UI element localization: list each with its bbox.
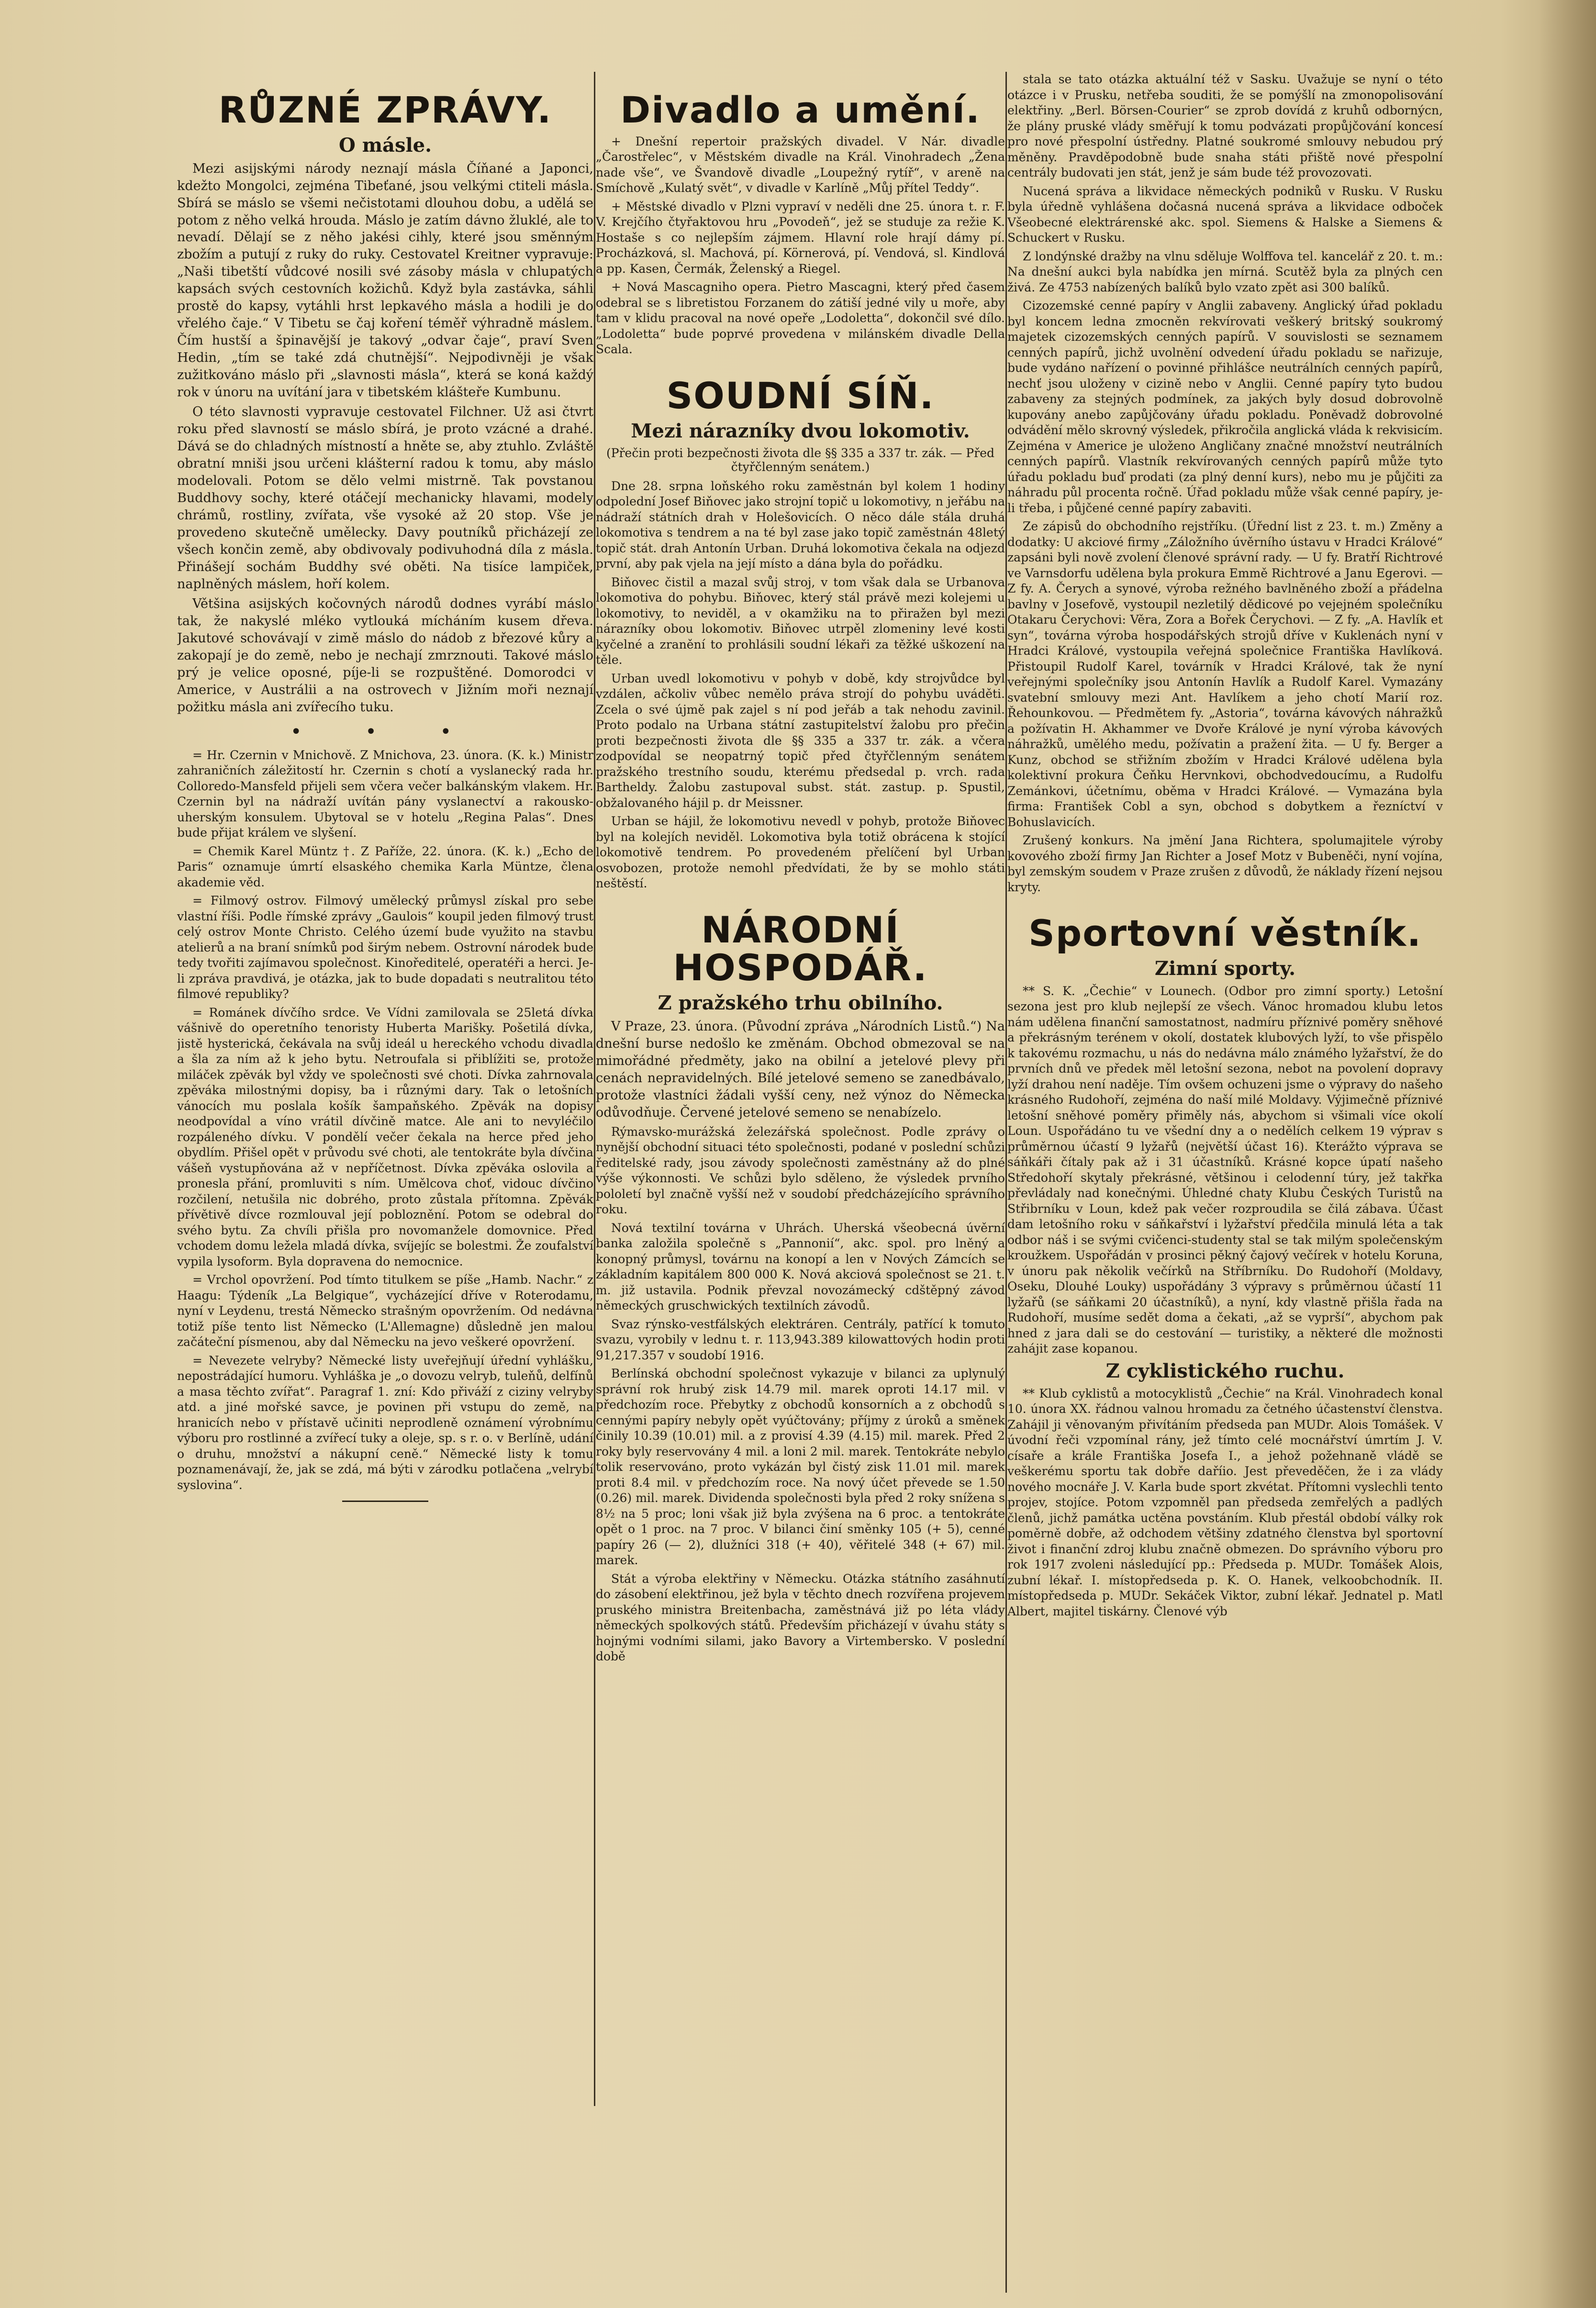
article-title: Z cyklistického ruchu. [1105, 1359, 1345, 1382]
news-item: = Chemik Karel Müntz †. Z Paříže, 22. února. (K. k.) „Echo de Paris“ oznamuje úmrtí elsaského chemika Karla Müntze, člena akademie věd. [177, 844, 593, 889]
separator-dots: • • • [290, 720, 480, 743]
article-subtitle: (Přečin proti bezpečnosti života dle §§ 335 a 337 tr. zák. — Před čtyřčlenným senátem.) [606, 446, 994, 474]
article-paragraph: ** Klub cyklistů a motocyklistů „Čechie“ na Král. Vinohradech konal 10. února XX. řádnou valnou hromadu za četného účastenství členstva. Zahájil ji věnovaným přivítáním předseda pan MUDr. Alois Tomášek. V úvodní řeči vzpomínal rány, jež tímto celé mocnářství úmrtím J. V. císaře a krále Františka Josefa I., a jehož požehnaně vládě se veškerému sportu tak dobře daříio. Jest převeděčen, že i za vlády nového mocnáře J. V. Karla bude sport zkvétat. Přítomni vyslechli tento projev, stojíce. Potom vzpomněl pan předseda zemřelých a padlých členů, jichž památka uctěna povstáním. Klub přestál období války rok poměrně dobře, až odchodem většiny zdatného členstva byl sportovní život i finanční zdroj klubu značně obmezen. Do správního výboru pro rok 1917 zvoleni následující pp.: Předseda p. MUDr. Tomášek Alois, zubní lékař. I. místopředseda p. K. O. Hanek, velkoobchodník. II. místopředseda p. MUDr. Sekáček Viktor, zubní lékař. Jednatel p. Matl Albert, majitel tiskárny. Členové výb [1007, 1386, 1443, 1618]
article-title: O másle. [338, 134, 432, 157]
news-item: + Dnešní repertoir pražských divadel. V Nár. divadle „Čarostřelec“, v Městském divadle na Král. Vinohradech „Žena nade vše“, ve Švandově divadle „Loupežný rytíř“, v areně na Smíchově „Kulatý svět“, v divadle v Karlíně „Můj přítel Teddy“. [596, 134, 1005, 195]
news-item: Rýmavsko-murážská železářská společnost. Podle zprávy o nynější obchodní situaci této společnosti, podané v poslední schůzi ředitelské rady, jsou závody společnosti zaměstnány až do plné výše výkonnosti. Ve schůzi bylo sděleno, že výsledek prvního pololetí byl značně vyšší než v soudobí předcházejícího správního roku. [596, 1124, 1005, 1217]
article-paragraph: Většina asijských kočovných národů dodnes vyrábí máslo tak, že nakyslé mléko vytlouká mícháním kusem dřeva. Jakutové schovávají v zimě máslo do nádob z březové kůry a zakopají je do země, nebo je nechají zmrznouti. Takové máslo prý je velice oposné, píje-li se rozpuštěné. Domorodci v Americe, v Austrálii a na ostrovech v Jižním moři neznají požitku másla ani zvířecího tuku. [177, 596, 593, 715]
section-heading-divadlo: Divadlo a umění. [620, 89, 981, 131]
article-paragraph: Mezi asijskými národy neznají másla Číňané a Japonci, kdežto Mongolci, zejména Tibeťané, jsou velkými ctiteli másla. Sbírá se máslo se všemi nečistotami dlouhou dobu, a udělá se potom z něho velká hrouda. Máslo je zatím dávno žluklé, ale to nevadí. Dělají se z něho jakési cihly, které jsou směnným zbožím a putují z ruky do ruky. Cestovatel Kreitner vypravuje: „Naši tibetští vůdcové nosili své zásoby másla v chlupatých kapsách svých cestovních kožichů. Když byla zastávka, sáhli prostě do kapsy, vytáhli hrst lepkavého másla a hodili je do vřelého čaje.“ V Tibetu se čaj koření téměř výhradně máslem. Čím hustší a špinavější je takový „odvar čaje“, praví Sven Hedin, „tím se také zdá chutnější“. Nejpodivněji je však zužitkováno máslo při „slavnosti másla“, která se koná každý rok v únoru na uvítání jara v tibetském klášteře Kumbunu. [177, 161, 593, 400]
news-item: + Městské divadlo v Plzni vypraví v neděli dne 25. února t. r. F. V. Krejčího čtyřaktovou hru „Povodeň“, jež se studuje za režie K. Hostaše s co nejlepším zájmem. Hlavní role hrají dámy pí. Procházková, sl. Machová, pí. Körnerová, pí. Vendová, sl. Kindlová a pp. Kasen, Čermák, Želenský a Riegel. [596, 199, 1005, 276]
column-3 [1007, 72, 1443, 2293]
article-paragraph: ** S. K. „Čechie“ v Lounech. (Odbor pro zimní sporty.) Letošní sezona jest pro klub nejlepší ze všech. Vánoc hromadou klubu letos nám udělena finanční samostatnost, nadmíru příznivé poměry sněhové a překrásným terénem v okolí, dostatek klubových lyží, to vše přispělo k takovému rozmachu, u nás do nedávna málo známého lyžařství, že do prvních dnů ve předek měl letošní sezona, nebot na povolení dopravy lyží drahou není naděje. Tím ovšem ochuzeni jsme o výpravy do našeho krásného Rudohoří, zejména do naší milé Moldavy. Výjimečně příznivé letošní sněhové poměry přiměly nás, abychom si všimali více okolí Loun. Uspořádáno tu ve všední dny a o nedělích celkem 19 výprav s průměrnou účastí 9 lyžařů (největší účast 16). Kterážto výprava se sáňkáři čítaly pak až i 31 účastníků. Krásné kopce úpatí našeho Středohoří skytaly překrásné, většinou i celodenní túry, jež takřka převládaly nad konečnými. Úhledné chaty Klubu Českých Turistů na Střibrníku v Loun, kdež pak večer rozproudila se čilá zábava. Účast dam letošního roku v sáňkařství i lyžařství předčila minulá léta a tak odbor náš i se svými cvičenci-studenty stal se tak milým společenským kroužkem. Uspořádán v prosinci pěkný čajový večírek v hotelu Koruna, v únoru pak několik večírků na Stříbrníku. Do Rudohoří (Moldavy, Oseku, Dlouhé Louky) uspořádány 3 výpravy s průměrnou účastí 11 lyžařů (se sáňkami 20 účastníků), a nyní, kdy vlastně přišla řada na Rudohoří, musíme sedět doma a čekati, „až se vyprší“, abychom pak hned z jara dali se do cestování — turistiky, a některé dle možnosti zahájit zase kopanou. [1007, 984, 1443, 1356]
news-item: Cizozemské cenné papíry v Anglii zabaveny. Anglický úřad pokladu byl koncem ledna zmocněn rekvírovati veškerý britský soukromý majetek cizozemských cenných papírů. V souvislosti se seznamem cenných papírů, jichž uvolnění odvedení úřadu pokladu se nařizuje, bude vydáno nařízení o povinné přihlášce neutrálních cenných papírů, nechť jsou uloženy v cizině nebo v Anglii. Cenné papíry tyto budou zabaveny za stejných podmínek, za jakých byly dosud dobrovolně kupovány anebo zapůjčovány úřadu pokladu. Poněvadž dobrovolné odvádění mělo skrovný výsledek, přikročila anglická vláda k rekvisicím. Zejména v Americe je uloženo Angličany značné množství neutrálních cenných papírů. Vlastník rekvírovaných cenných papírů může tyto úřadu pokladu buď prodati (za plný denní kurs), nebo mu je půjčiti za náhradu půl procenta ročně. Úřad pokladu může však cenné papíry, je-li třeba, i půjčené cenné papíry zabaviti. [1007, 299, 1443, 515]
news-item: Svaz rýnsko-vestfálských elektráren. Centrály, patřící k tomuto svazu, vyrobily v lednu t. r. 113,943.389 kilowattových hodin proti 91,217.357 v soudobí 1916. [596, 1317, 1005, 1362]
section-heading-ruzne-zpravy: RŮZNÉ ZPRÁVY. [218, 89, 552, 131]
section-heading-sportovni-vestnik: Sportovní věstník. [1028, 912, 1422, 954]
news-item: + Nová Mascagniho opera. Pietro Mascagni, který před časem odebral se s libretistou Forzanem do zátiší jedné vily u moře, aby tam v klidu pracoval na nové opeře „Lodoletta“, dokončil své dílo. „Lodoletta“ bude poprvé provedena v milánském divadle Della Scala. [596, 280, 1005, 357]
news-item: = Nevezete velryby? Německé listy uveřejňují úřední vyhlášku, nepostrádající humoru. Vyhláška je „o dovozu velryb, tuleňů, delfínů a masa těchto zvířat“. Paragraf 1. zní: Kdo přiváží z ciziny velryby atd. a jiné mořské savce, je povinen při vstupu do země, na hranicích nebo v přístavě učiniti neprodleně oznámení výrobnímu výboru pro rostlinné a zvířecí tuky a oleje, sp. s r. o. v Berlíně, udání o druhu, množství a nákupní ceně.“ Německé listy k tomu poznamenávají, že, jak se zdá, má býti v zárodku potlačena „velrybí syslovina“. [177, 1353, 593, 1492]
section-heading-soudni-sin: SOUDNÍ SÍŇ. [666, 374, 935, 417]
news-item: Z londýnské dražby na vlnu sděluje Wolffova tel. kancelář z 20. t. m.: Na dnešní aukci byla nabídka jen mírná. Scutěž byla za plných cen živá. Ze 4753 nabízených balíků bylo vzato zpět asi 300 balíků. [1007, 249, 1443, 294]
news-item: = Vrchol opovržení. Pod tímto titulkem se píše „Hamb. Nachr.“ z Haagu: Týdeník „La Belgique“, vycházející dříve v Roterodamu, nyní v Leydenu, trestá Německo strašným opovržením. Od nedávna totiž píše tento list Německo (L'Allemagne) důsledně jen malou začáteční písmenou, aby dal Německu na jevo veškeré opovržení. [177, 1273, 593, 1349]
news-item: Nová textilní továrna v Uhrách. Uherská všeobecná úvěrní banka založila společně s „Pannonií“, akc. spol. pro lněný a konopný průmysl, továrnu na konopí a len v Nových Zámcích se základním kapitálem 800 000 K. Nová akciová společnost se 21. t. m. již ustavila. Podnik převzal novozámecký cdštěpný závod německých gruschwických textilních závodů. [596, 1221, 1005, 1313]
column-2 [596, 72, 1005, 2293]
page-edge-shadow [1539, 0, 1596, 2308]
column-rule [594, 72, 595, 2106]
news-item: = Románek dívčího srdce. Ve Vídni zamilovala se 25letá dívka vášnivě do operetního tenoristy Huberta Marišky. Pošetilá dívka, jistě hysterická, čekávala na svůj ideál u hereckého vchodu divadla a šla za ním až k jeho bytu. Netroufala si přiblížiti se, protože miláček zpěvák byl vždy ve společnosti své choti. Dívka zahrnovala zpěváka milostnými dopisy, ba i různými dary. Tak o letošních vánocích mu poslala košík šampaňského. Zpěvák na dopisy neodpovídal a víno vrátil dívčině matce. Ale ani to nevyléčilo rozpáleného dívku. V pondělí večer čekala na herce před jeho obydlím. Přišel opět v průvodu své choti, ale tentokráte byla dívčina vášeň vystupňována až v nepříčetnost. Dívka zpěváka oslovila a pronesla přání, promluviti s ním. Umělcova choť, vidouc dívčino rozčilení, netušila nic dobrého, proto zůstala přítomna. Zpěvák přívětivě dívce rozmlouval její pobloznění. Potom se odebral do svého bytu. Za chvíli přišla pro novomanžele domovnice. Před vchodem domu ležela mladá dívka, svíjejíc se bolestmi. Že zoufalství vypila lysoform. Byla dopravena do nemocnice. [177, 1005, 593, 1268]
column-1 [177, 72, 593, 2106]
article-title: Z pražského trhu obilního. [658, 992, 943, 1015]
article-paragraph: Biňovec čistil a mazal svůj stroj, v tom však dala se Urbanova lokomotiva do pohybu. Biňovec, který stál právě mezi kolejemi u lokomotivy, to neviděl, a v okamžiku na to přiražen byl mezi nárazníky obou lokomotiv. Biňovec utrpěl zlomeniny levé kosti kyčelné a zranění to prohlásili soudní lékaři za těžké uškození na těle. [596, 575, 1005, 667]
news-item: = Hr. Czernin v Mnichově. Z Mnichova, 23. února. (K. k.) Ministr zahraničních záležitostí hr. Czernin s chotí a vyslanecký rada hr. Colloredo-Mansfeld přijeli sem včera večer balkánským vlakem. Hr. Czernin byl na nádraží uvítán pány vyslanectví a rakousko-uherským konsulem. Ubytoval se v hotelu „Regina Palas“. Dnes bude přijat králem ve slyšení. [177, 748, 593, 840]
end-rule [342, 1501, 428, 1502]
section-heading-narodni-hospodar: NÁRODNÍ HOSPODÁŘ. [673, 908, 928, 989]
column-rule [1005, 72, 1007, 2293]
news-item: Zrušený konkurs. Na jmění Jana Richtera, spolumajitele výroby kovového zboží firmy Jan Richter a Josef Motz v Bubeněči, nyní vojína, byl zemským soudem v Praze zrušen z důvodů, že náklady řízení nejsou kryty. [1007, 833, 1443, 894]
article-paragraph: V Praze, 23. února. (Původní zpráva „Národních Listů.“) Na dnešní burse nedošlo ke změnám. Obchod obmezoval se na mimořádné předměty, jako na obilní a jetelové plevy při cenách nepravidelných. Bílé jetelové semeno se zanedbávalo, protože vlastníci žádali vyšší ceny, než výnoz do Německa odůvodňuje. Červené jetelové semeno se nenabízelo. [596, 1019, 1005, 1120]
article-paragraph: Urban se hájil, že lokomotivu nevedl v pohyb, protože Biňovec byl na kolejích neviděl. Lokomotiva byla totiž obrácena k stojící lokomotivě tendrem. Po provedeném přelíčení byl Urban osvobozen, protože nemohl předvídati, že by se mohlo státi neštěstí. [596, 814, 1005, 891]
news-item: = Filmový ostrov. Filmový umělecký průmysl získal pro sebe vlastní říši. Podle římské zprávy „Gaulois“ koupil jeden filmový trust celý ostrov Monte Christo. Celého území bude využito na stavbu atelierů a na braní snímků pod širým nebem. Ostrovní národek bude tedy tvořiti zajímavou společnost. Kinoředitelé, operatéři a herci. Je-li zpráva pravdivá, je otázka, jak to bude dopadati s neutralitou této filmové republiky? [177, 894, 593, 1001]
article-paragraph: Urban uvedl lokomotivu v pohyb v době, kdy strojvůdce byl vzdálen, ačkoliv vůbec nemělo práva strojí do pohybu uváděti. Zcela o své újmě pak zajel s ní pod jeřáb a tak nehodu zavinil. Proto podalo na Urbana státní zastupitelství žalobu pro přečin proti bezpečnosti života dle §§ 335 a 337 tr. zák. a včera zodpovídal se neopatrný topič před čtyřčlenným senátem pražského trestního soudu, kterému předsedal p. vrch. rada Bartheldy. Žalobu zastupoval subst. stát. zastup. p. Spustil, obžalovaného hájil p. dr Meissner. [596, 671, 1005, 810]
article-title: Zimní sporty. [1154, 957, 1296, 980]
news-item: Berlínská obchodní společnost vykazuje v bilanci za uplynulý správní rok hrubý zisk 14.79 mil. marek oproti 14.17 mil. v předchozím roce. Přebytky z obchodů konsorních a z obchodů s cennými papíry nebyly opět vyúčtovány; příjmy z úroků a směnek činily 10.39 (10.01) mil. a z provisí 4.39 (4.15) mil. marek. Před 2 roky byly reservovány 4 mil. a loni 2 mil. marek. Tentokráte nebylo tolik reservováno, proto vykázán byl čistý zisk 11.01 mil. marek proti 8.4 mil. v předchozím roce. Na nový účet převede se 1.50 (0.26) mil. marek. Dividenda společnosti byla před 2 roky snížena s 8½ na 5 proc; loni však již byla zvýšena na 6 proc. a tentokráte opět o 1 proc. na 7 proc. V bilanci činí směnky 105 (+ 5), cenné papíry 26 (— 2), dlužníci 318 (+ 40), věřitelé 348 (+ 67) mil. marek. [596, 1367, 1005, 1568]
news-item: Ze zápisů do obchodního rejstříku. (Úřední list z 23. t. m.) Změny a dodatky: U akciové firmy „Záložního úvěrního ústavu v Hradci Králové“ zapsáni byli nově zvolení členové správní rady. — U fy. Bratří Richtrové ve Varnsdorfu udělena byla prokura Emmě Richtrové a Janu Egerovi. — Z fy. A. Čerych a synové, výroba režného bavlněného zboží a přádelna bavlny v Josefově, vystoupil nezletilý dědicové po vejejném společníku Otakaru Čerychovi: Věra, Zora a Bořek Čerychovi. — Z fy. „A. Havlík et syn“, továrna výroba hospodářských strojů dříve v Kuklenách nyní v Hradci Králové, vystoupila veřejná společnice Františka Havlíková. Přistoupil Rudolf Karel, továrník v Hradci Králové, tak že nyní veřejnými společníky jsou Antonín Havlík a Rudolf Karel. Vymazány svatební smlouvy mezi Ant. Havlíkem a jeho chotí Marií roz. Řehounkovou. — Předmětem fy. „Astoria“, továrna kávových náhražků a požívatin H. Akhammer ve Dvoře Králové je nyní výroba kávových náhražků, umělého medu, požívatin a pražení žita. — U fy. Berger a Kunz, obchod se střižním zbožím v Hradci Králové udělena byla kolektivní prokura Čeňku Hervnkovi, obchodvedoucímu, a Rudolfu Zemánkovi, účetnímu, oběma v Hradci Králové. — Vymazána byla firma: František Cobl a syn, obchod s dobytkem a řezníctví v Bohuslavicích. [1007, 519, 1443, 829]
article-paragraph: Dne 28. srpna loňského roku zaměstnán byl kolem 1 hodiny odpolední Josef Biňovec jako strojní topič u lokomotivy, n jeřábu na nádraží státních drah v Holešovicích. O něco dále stála druhá lokomotiva s tendrem a na té byl zase jako topič zaměstnán 48letý topič stát. drah Antonín Urban. Druhá lokomotiva čekala na odjezd první, aby pak vjela na její místo a dána byla do pořádku. [596, 479, 1005, 571]
news-item: stala se tato otázka aktuální též v Sasku. Uvažuje se nyní o této otázce i v Prusku, netřeba souditi, že se pomýšlí na zmonopolisování elektřiny. „Berl. Börsen-Courier“ se zprob dovídá z kruhů odbornýcn, že plány pruské vlády směřují k tomu podvázati propůjčování koncesí pro nové přespolní ústředny. Platné soukromé smlouvy nebudou prý měněny. Pravděpodobně bude snaha státi přiště nové přespolní centrály budovati jen stát, jenž je sám bude též provozovati. [1007, 72, 1443, 179]
news-item: Stát a výroba elektřiny v Německu. Otázka státního zasáhnutí do zásobení elektřinou, jež byla v těchto dnech rozvířena projevem pruského ministra Breitenbacha, zaměstnává již po léta vlády německých spolkových států. Především přicházejí v úvahu státy s hojnými vodními silami, jako Bavory a Virtembersko. V poslední době [596, 1571, 1005, 1664]
article-title: Mezi nárazníky dvou lokomotiv. [631, 419, 970, 442]
news-item: Nucená správa a likvidace německých podniků v Rusku. V Rusku byla úředně vyhlášena dočasná nucená správa a likvidace odboček Všeobecné elektrárenské akc. spol. Siemens & Halske a Siemens & Schuckert v Rusku. [1007, 184, 1443, 245]
article-paragraph: O této slavnosti vypravuje cestovatel Filchner. Už asi čtvrt roku před slavností se máslo sbírá, je proto vzácné a drahé. Dává se do chladných místností a hněte se, aby ztuhlo. Zvláště obratní mniši jsou určeni klášterní radou k tomu, aby máslo modelovali. Potom se dělo velmi mistrně. Tak povstanou Buddhovy sochy, které otáčejí mechanicky hlavami, modely chrámů, rostliny, zvířata, vše vysoké až 20 stop. Vše je provedeno skutečně umělecky. Davy poutníků přicházejí ze všech končin země, aby obdivovaly podivuhodná díla z másla. Přinášejí sochám Buddhy své oběti. Na tisíce lampiček, naplněných máslem, hoří kolem. [177, 404, 593, 592]
